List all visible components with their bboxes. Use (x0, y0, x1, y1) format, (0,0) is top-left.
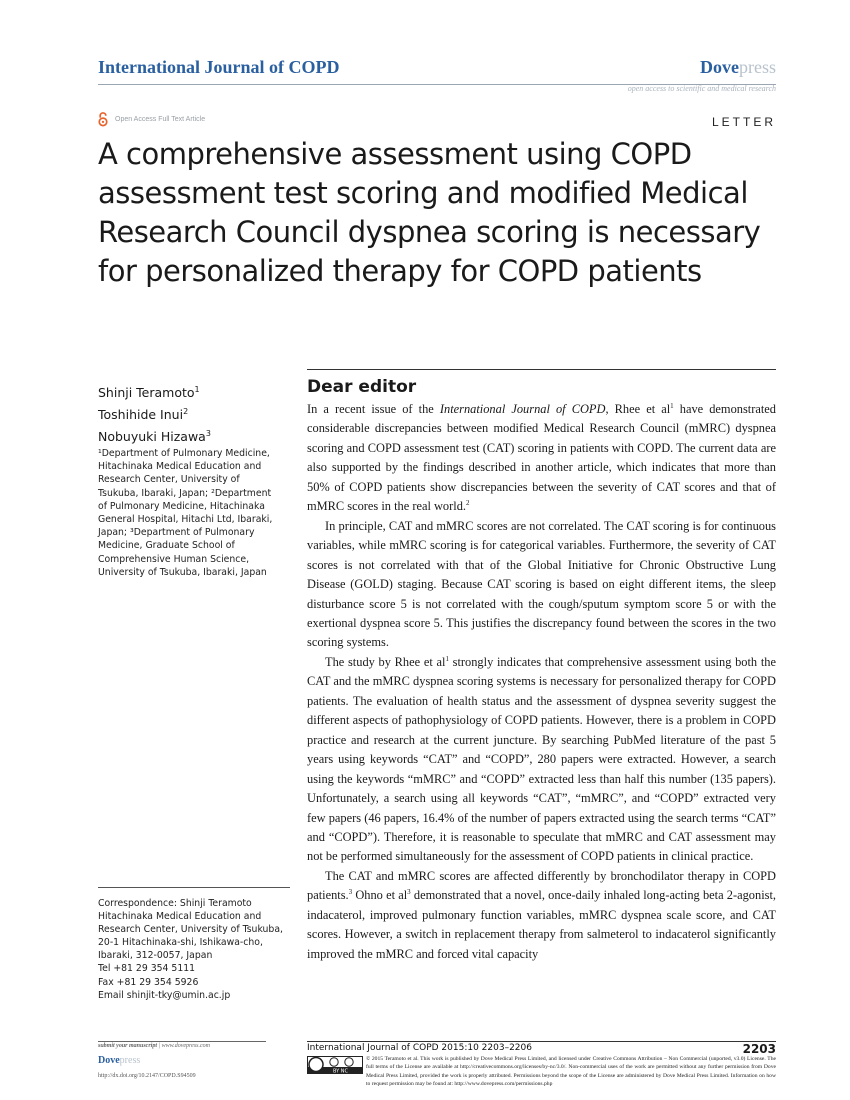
title-line: Research Council dyspnea scoring is necessary (98, 215, 761, 249)
affiliation-line: ¹Department of Pulmonary Medicine, (98, 448, 270, 459)
body-paragraph: The CAT and mMRC scores are affected differently by bronchodilator therapy in COPD patients.$^3$ Ohno et $al^3$ demonstrated that a novel, once-daily inhaled long-acting beta 2-agonist, indacaterol, improved pulmonary function variables, mMRC dyspnea scale score, and CAT scores. However, a switch in replacement therapy from salmeterol to indacaterol significantly improved the mMRC and forced vital capacity (307, 868, 776, 961)
brand-part2: press (739, 57, 776, 77)
cc-badge-text: BY NC (333, 1068, 349, 1074)
submit-manuscript[interactable]: submit your manuscript | www.dovepress.com (98, 1043, 210, 1049)
affiliation-line: Comprehensive Human Science, (98, 553, 250, 565)
affiliations (98, 447, 290, 579)
footer-publisher-logo[interactable]: Dovepress (98, 1055, 141, 1066)
author: Nobuyuki Hizawa$^3$ (98, 429, 211, 445)
body-paragraph: In principle, CAT and mMRC scores are not correlated. The CAT scoring is for continuous variables, while mMRC scoring is for categorical variables. Furthermore, the severity of CAT scores is not correlated with that of the Global Initiative for Chronic Obstructive Lung Disease (GOLD) staging. Because CAT scoring is based on eight different items, the sleep disturbance score 5 is not correlated with the cough/sputum symptom score 5 or with the exertional dyspnea score 5. This justifies the discrepancy found between the scores in the two scoring systems. (307, 518, 776, 650)
correspondence-line: Correspondence: Shinji Teramoto (98, 898, 252, 909)
affiliation-line: Medicine, Graduate School of (98, 540, 235, 552)
title-line: assessment test scoring and modified Medical (98, 176, 748, 210)
letter-salutation: Dear editor (307, 377, 417, 397)
open-access-label: Open Access Full Text Article (115, 116, 206, 123)
affiliation-line: Hitachinaka Medical Education and (98, 461, 262, 473)
correspondence-line: Research Center, University of Tsukuba, (98, 924, 283, 936)
license-text: © 2015 Teramoto et al. This work is published by Dove Medical Press Limited, and licensed under Creative Commons Attribution – Non Commercial (unported, v3.0) License. The full terms of the License are available at http://creativecommons.org/licenses/by-nc/3.0/. Non-commercial uses of the work are permitted without any further permission from Dove Medical Press Limited, provided the work is properly attributed. Permissions beyond the scope of the License are administered by Dove Medical Press Limited. Information on how to request permission may be found at: http://www.dovepress.com/permissions.php (366, 1056, 776, 1088)
correspondence-line: Hitachinaka Medical Education and (98, 911, 262, 923)
body-divider (307, 369, 776, 370)
open-access-badge (97, 112, 205, 127)
affiliation-line: of Pulmonary Medicine, Hitachinaka (98, 500, 265, 512)
publisher-tagline: open access to scientific and medical research (627, 84, 776, 93)
title-line: for personalized therapy for COPD patients (98, 254, 702, 288)
affiliation-line: Research Center, University of (98, 474, 240, 486)
open-access-icon (97, 112, 109, 127)
author: Toshihide Inui$^2$ (98, 407, 189, 423)
author: Shinji Teramoto$^1$ (98, 385, 200, 401)
article-title (98, 135, 778, 291)
affiliation-line: General Hospital, Hitachi Ltd, Ibaraki, (98, 514, 273, 526)
affiliation-line: University of Tsukuba, Ibaraki, Japan (98, 566, 267, 578)
title-line: A comprehensive assessment using COPD (98, 137, 692, 171)
creative-commons-icon[interactable] (307, 1056, 363, 1074)
correspondence-line: Fax +81 29 354 5926 (98, 976, 199, 988)
body-paragraph: The study by Rhee et $al^1$ strongly indicates that comprehensive assessment using both the CAT and the mMRC dyspnea scoring systems is necessary for personalized therapy for COPD patients. The evaluation of health status and the assessment of dyspnea severity suggest the different aspects of pathophysiology of COPD patients. However, there is a problem in COPD practice and research at the current juncture. By searching PubMed literature of the past 5 years using keywords “CAT” and “COPD”, 280 papers were extracted. However, a search using the keywords “mMRC” and “COPD” extracted less than half this number (135 papers). Unfortunately, a search using all keywords “CAT”, “mMRC”, and “COPD” extracted very few papers (46 papers, 16.4% of the number of papers extracted using the search terms “CAT” and “COPD”). Therefore, it is reasonable to speculate that mMRC and CAT assessment may not be performed simultaneously for the assessment of COPD patients in clinical practice. (307, 654, 776, 864)
publisher-logo[interactable] (700, 57, 776, 78)
brand-part1: Dove (700, 57, 739, 77)
affiliation-line: Japan; ³Department of Pulmonary (98, 527, 255, 539)
footer-divider (307, 1041, 776, 1042)
author-list (98, 380, 211, 446)
citation: International Journal of COPD 2015:10 2203–2206 (307, 1043, 532, 1053)
letter-body (307, 400, 776, 964)
doi-link[interactable]: http://dx.doi.org/10.2147/COPD.S94509 (98, 1073, 196, 1079)
correspondence (98, 897, 298, 1002)
body-paragraph: In a recent issue of the International Journal of COPD, Rhee et $al^1$ have demonstrated considerable discrepancies between modified Medical Research Council (mMRC) dyspnea scoring and COPD assessment test (CAT) scoring in patients with COPD. The current data are also supported by the findings described in another article, which indicates that more than 50% of COPD patients show discrepancies between the severity of CAT scores and that of mMRC scores in the real world.$^2$ (307, 401, 776, 514)
correspondence-divider (98, 887, 290, 888)
footer-left-divider (98, 1041, 266, 1042)
correspondence-email[interactable]: Email shinjit-tky@umin.ac.jp (98, 989, 231, 1001)
affiliation-line: Tsukuba, Ibaraki, Japan; ²Department (98, 487, 272, 499)
correspondence-line: 20-1 Hitachinaka-shi, Ishikawa-cho, (98, 937, 263, 949)
article-type: LETTER (711, 115, 776, 129)
page-number: 2203 (742, 1042, 776, 1056)
correspondence-line: Ibaraki, 312-0057, Japan (98, 950, 213, 962)
correspondence-line: Tel +81 29 354 5111 (98, 963, 196, 975)
journal-title[interactable]: International Journal of COPD (98, 57, 340, 77)
